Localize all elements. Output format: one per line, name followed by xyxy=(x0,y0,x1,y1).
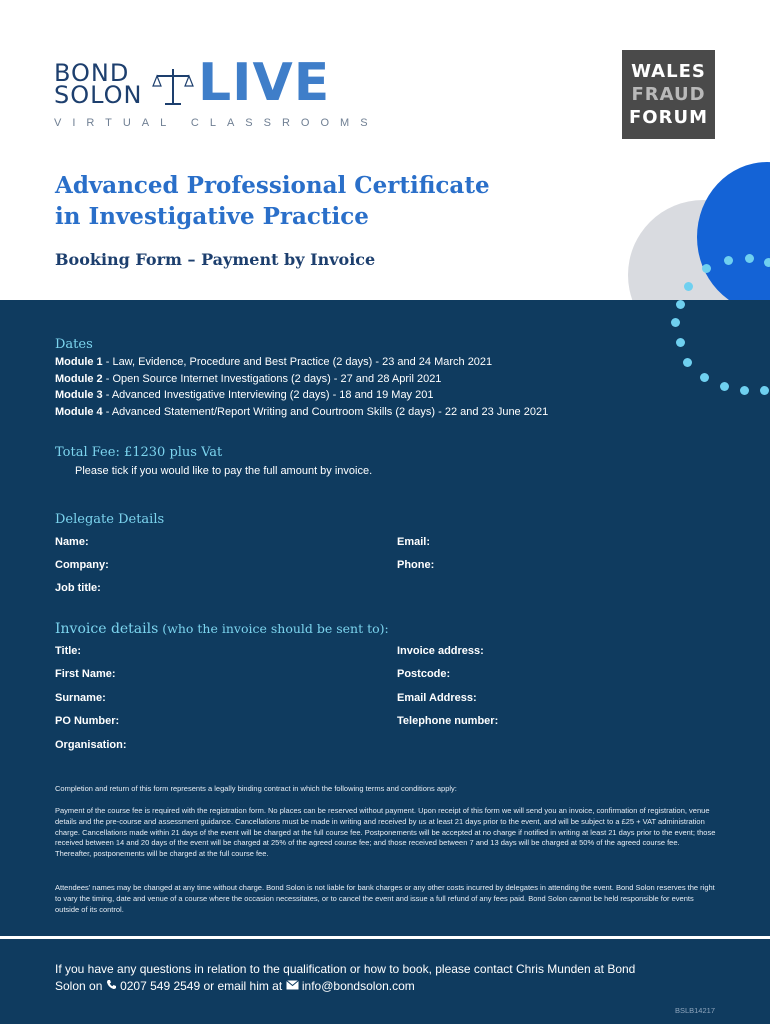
decorative-dot xyxy=(760,386,769,395)
invoice-surname-field[interactable]: Surname: xyxy=(55,692,106,704)
module-item: Module 1 - Law, Evidence, Procedure and Best Practice (2 days) - 23 and 24 March 2021 xyxy=(55,356,493,368)
decorative-dot xyxy=(702,264,711,273)
module-item: Module 4 - Advanced Statement/Report Writing and Courtroom Skills (2 days) - 22 and 23 June 2021 xyxy=(55,405,549,418)
logo-tagline: VIRTUAL CLASSROOMS xyxy=(54,117,379,129)
decorative-dot xyxy=(676,338,685,347)
invoice-email-address-field[interactable]: Email Address: xyxy=(397,692,477,704)
decorative-dot xyxy=(740,386,749,395)
module-list xyxy=(55,354,548,420)
decorative-dot xyxy=(764,258,770,267)
delegate-details-heading: Delegate Details xyxy=(55,512,165,527)
delegate-phone-field[interactable]: Phone: xyxy=(397,559,435,571)
decorative-dot xyxy=(684,282,693,291)
partner-logo-line1: WALES xyxy=(631,61,706,82)
page-header xyxy=(0,0,770,300)
module-item: Module 2 - Open Source Internet Investigations (2 days) - 27 and 28 April 2021 xyxy=(55,372,442,385)
wales-fraud-forum-logo xyxy=(622,50,715,139)
dates-heading: Dates xyxy=(55,337,93,352)
invoice-details-heading: Invoice details (who the invoice should be sent to): xyxy=(55,621,389,637)
envelope-icon xyxy=(286,980,299,990)
invoice-first-name-field[interactable]: First Name: xyxy=(55,668,116,680)
decorative-dot xyxy=(683,358,692,367)
contact-phone-link[interactable]: 0207 549 2549 xyxy=(120,978,201,993)
live-logo-text: LIVE xyxy=(198,53,331,113)
booking-form-body xyxy=(0,300,770,936)
pay-by-invoice-checkbox-label[interactable]: Please tick if you would like to pay the full amount by invoice. xyxy=(75,465,373,477)
decorative-dot xyxy=(720,382,729,391)
page-subtitle: Booking Form – Payment by Invoice xyxy=(55,250,376,269)
delegate-job-title-field[interactable]: Job title: xyxy=(55,582,101,594)
decorative-dot xyxy=(745,254,754,263)
module-item: Module 3 - Advanced Investigative Interviewing (2 days) - 18 and 19 May 201 xyxy=(55,389,434,401)
delegate-name-field[interactable]: Name: xyxy=(55,536,89,548)
decorative-dot xyxy=(676,300,685,309)
decorative-dot xyxy=(671,318,680,327)
contact-info: If you have any questions in relation to the qualification or how to book, please contact Chris Munden at Bond Solon on 0207 549 2549 or email him at info@bondsolon.com xyxy=(55,962,636,993)
delegate-email-field[interactable]: Email: xyxy=(397,536,431,548)
bond-solon-logo-text: BOND SOLON xyxy=(54,59,143,109)
partner-logo-line2: FRAUD xyxy=(631,84,706,105)
decorative-dot xyxy=(700,373,709,382)
total-fee-heading: Total Fee: £1230 plus Vat xyxy=(55,445,223,460)
invoice-title-field[interactable]: Title: xyxy=(55,645,82,657)
terms-payment: Payment of the course fee is required with the registration form. No places can be reserved without payment. Upon receipt of this form we will send you an invoice, confirmation of registration, venue details and the pre-course and assessment guidance. Cancellations must be made in writing and received by us at least 21 days prior to the event, and will be subject to a £25 + VAT administration charge. Cancellations made within 21 days of the event will be charged at the full course fee. Postponements will be accepted at no charge if notified in writing at least 21 days prior to the event; those received between 14 and 20 days of the event will be charged at 25% of the agreed course fee; and those received between 7 and 13 days will be charged at 50% of the agreed course fee. Thereafter, postponements will be charged at the full course fee. xyxy=(55,806,716,859)
invoice-organisation-field[interactable]: Organisation: xyxy=(55,739,127,751)
contact-email-link[interactable]: info@bondsolon.com xyxy=(301,978,415,993)
scales-of-justice-icon xyxy=(152,66,194,108)
page-footer xyxy=(0,939,770,1024)
terms-intro: Completion and return of this form represents a legally binding contract in which the following terms and conditions apply: xyxy=(55,784,457,793)
invoice-po-number-field[interactable]: PO Number: xyxy=(55,715,120,727)
page-title: Advanced Professional Certificate in Investigative Practice xyxy=(55,172,490,230)
phone-icon xyxy=(106,979,117,990)
partner-logo-line3: FORUM xyxy=(629,107,708,128)
decorative-dot xyxy=(724,256,733,265)
invoice-postcode-field[interactable]: Postcode: xyxy=(397,668,451,680)
delegate-company-field[interactable]: Company: xyxy=(55,559,109,571)
invoice-address-field[interactable]: Invoice address: xyxy=(397,645,484,657)
document-reference: BSLB14217 xyxy=(674,1006,715,1015)
invoice-telephone-field[interactable]: Telephone number: xyxy=(397,715,499,727)
terms-attendees: Attendees' names may be changed at any time without charge. Bond Solon is not liable for bank charges or any other costs incurred by delegates in attending the event. Bond Solon reserves the right to vary the timing, date and venue of a course where the occasion necessitates, or to cancel the event and issue a full refund of any fees paid. Bond Solon cannot be held responsible for events outside of its control. xyxy=(55,883,715,914)
